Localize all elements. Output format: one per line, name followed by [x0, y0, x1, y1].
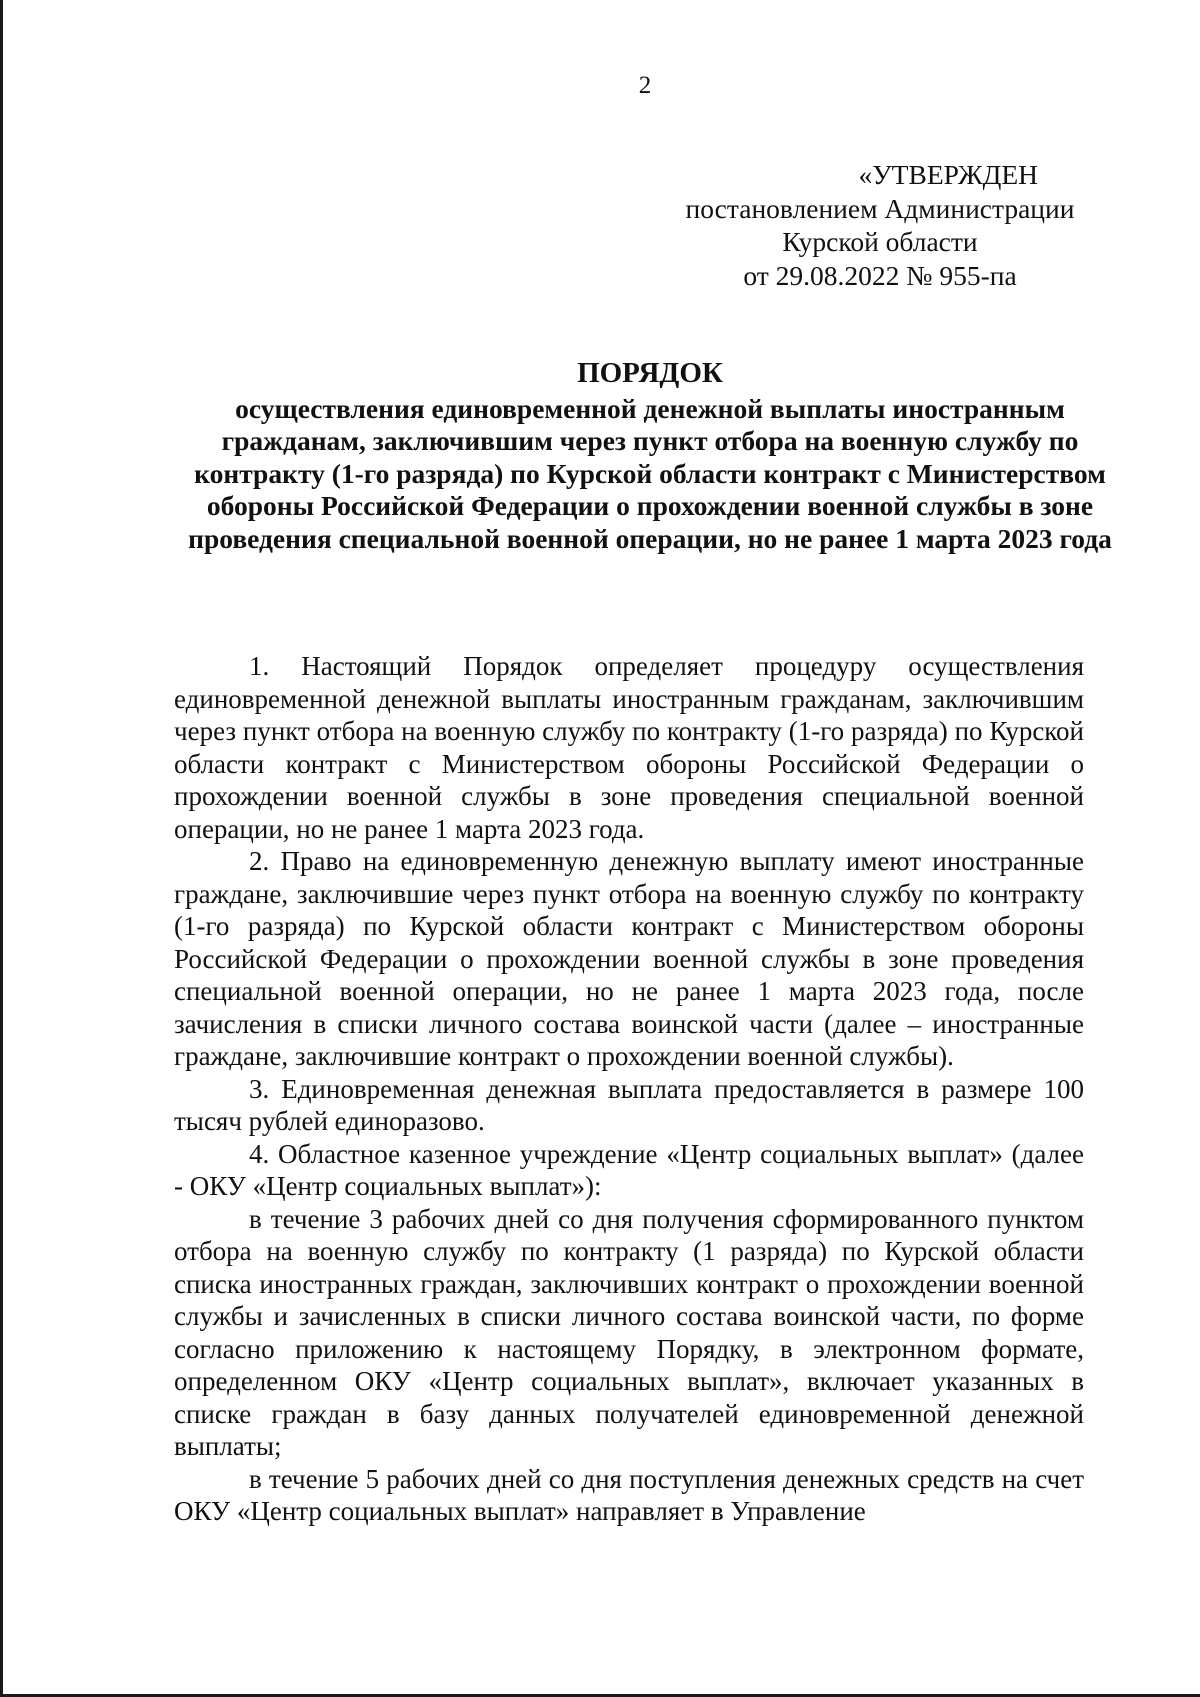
paragraph-4: 4. Областное казенное учреждение «Центр социальных выплат» (далее - ОКУ «Центр социальных выплат»): [174, 1138, 1084, 1201]
page-number: 2 [638, 72, 652, 99]
approval-line-region: Курской области [782, 226, 978, 257]
scan-edge-left [0, 0, 3, 1697]
approval-stamp-block [660, 158, 1100, 292]
approval-line-date-number: от 29.08.2022 № 955-па [743, 259, 1017, 291]
approval-line-resolution: постановлением Администрации [685, 192, 1075, 224]
document-body [174, 650, 1084, 1528]
paragraph-3: 3. Единовременная денежная выплата предоставляется в размере 100 тысяч рублей единоразово. [174, 1073, 1084, 1136]
paragraph-4-sub-2: в течение 5 рабочих дней со дня поступления денежных средств на счет ОКУ «Центр социальных выплат» направляет в Управление [174, 1463, 1084, 1526]
paragraph-4-sub-1: в течение 3 рабочих дней со дня получения сформированного пунктом отбора на военную службу по контракту (1 разряда) по Курской области списка иностранных граждан, заключивших контракт о прохождении военной службы и зачисленных в списки личного состава воинской части, по форме согласно приложению к настоящему Порядку, в электронном формате, определенном ОКУ «Центр социальных выплат», включает указанных в списке граждан в базу данных получателей единовременной денежной выплаты; [174, 1203, 1084, 1461]
approval-line-approved: «УТВЕРЖДЕН [858, 159, 1038, 190]
document-title-block [170, 357, 1130, 555]
document-subtitle: осуществления единовременной денежной выплаты иностранным гражданам, заключившим через пункт отбора на военную службу по контракту (1-го разряда) по Курской области контракт с Министерством обороны Российской Федерации о прохождении военной службы в зоне проведения специальной военной операции, но не ранее 1 марта 2023 года [188, 392, 1112, 554]
paragraph-1: 1. Настоящий Порядок определяет процедуру осуществления единовременной денежной выплаты иностранным гражданам, заключившим через пункт отбора на военную службу по контракту (1-го разряда) по Курской области контракт с Министерством обороны Российской Федерации о прохождении военной службы в зоне проведения специальной военной операции, но не ранее 1 марта 2023 года. [174, 651, 1084, 844]
document-heading: ПОРЯДОК [577, 357, 723, 389]
paragraph-2: 2. Право на единовременную денежную выплату имеют иностранные граждане, заключившие через пункт отбора на военную службу по контракту (1-го разряда) по Курской области контракт с Министерством обороны Российской Федерации о прохождении военной службы в зоне проведения специальной военной операции, но не ранее 1 марта 2023 года, после зачисления в списки личного состава воинской части (далее – иностранные граждане, заключившие контракт о прохождении военной службы). [174, 846, 1084, 1071]
